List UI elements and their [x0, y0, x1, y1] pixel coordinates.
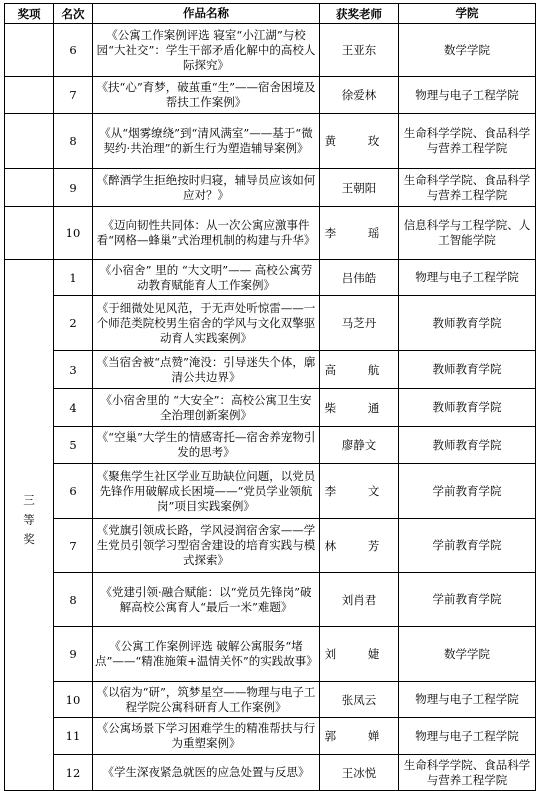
college-cell: 教师教育学院	[399, 427, 536, 464]
teacher-cell: 高 航	[320, 351, 399, 389]
teacher-cell: 林 芳	[320, 519, 399, 573]
teacher-cell: 柴 通	[320, 389, 399, 427]
title-cell: 《聚焦学生社区学业互助缺位问题，以党员先锋作用破解成长困境——“党员学业领航岗”项目实践案例》	[93, 464, 320, 519]
header-teacher: 获奖老师	[320, 4, 399, 24]
num-cell: 9	[54, 169, 93, 207]
title-cell: 《“空巢”大学生的情感寄托—宿舍养宠物引发的思考》	[93, 427, 320, 464]
college-cell: 教师教育学院	[399, 389, 536, 427]
teacher-cell: 张凤云	[320, 682, 399, 718]
table-row	[5, 519, 536, 573]
title-cell: 《醉酒学生拒绝按时归寝，辅导员应该如何应对？》	[93, 169, 320, 207]
teacher-cell: 郭 婵	[320, 718, 399, 755]
rank-cell	[5, 169, 54, 207]
rank-cell	[5, 77, 54, 114]
title-cell: 《公寓工作案例评选 破解公寓服务“堵点”——“精准施策+温情关怀”的实践故事》	[93, 627, 320, 682]
teacher-cell: 廖静文	[320, 427, 399, 464]
num-cell: 8	[54, 114, 93, 169]
teacher-cell: 黄 玫	[320, 114, 399, 169]
college-cell: 学前教育学院	[399, 464, 536, 519]
title-cell: 《迈向韧性共同体：从一次公寓应激事件看“网格—蜂巢”式治理机制的构建与升华》	[93, 207, 320, 260]
table-row	[5, 627, 536, 682]
table-row	[5, 296, 536, 351]
num-cell: 3	[54, 351, 93, 389]
college-cell: 学前教育学院	[399, 573, 536, 627]
teacher-cell: 李 文	[320, 464, 399, 519]
num-cell: 2	[54, 296, 93, 351]
college-cell: 物理与电子工程学院	[399, 260, 536, 296]
title-cell: 《小宿舍里的 “大安全”：高校公寓卫生安全治理创新案例》	[93, 389, 320, 427]
num-cell: 5	[54, 427, 93, 464]
title-cell: 《扶“心”育梦，破茧重“生”——宿舍困境及帮扶工作案例》	[93, 77, 320, 114]
title-cell: 《公寓场景下学习困难学生的精准帮扶与行为重塑案例》	[93, 718, 320, 755]
table-row	[5, 77, 536, 114]
teacher-cell: 马芝丹	[320, 296, 399, 351]
num-cell: 6	[54, 464, 93, 519]
title-cell: 《党旗引领成长路，学风浸润宿舍家——学生党员引领学习型宿舍建设的培育实践与模式探索》	[93, 519, 320, 573]
header-rank: 奖项	[5, 4, 54, 24]
num-cell: 7	[54, 77, 93, 114]
table-row	[5, 718, 536, 755]
table-row	[5, 573, 536, 627]
num-cell: 7	[54, 519, 93, 573]
header-college: 学院	[399, 4, 536, 24]
table-row	[5, 207, 536, 260]
teacher-cell: 刘 婕	[320, 627, 399, 682]
title-cell: 《党建引领·融合赋能：以“党员先锋岗”破解高校公寓育人“最后一米”难题》	[93, 573, 320, 627]
header-num: 名次	[54, 4, 93, 24]
num-cell: 10	[54, 682, 93, 718]
header-row	[5, 4, 536, 24]
college-cell: 教师教育学院	[399, 296, 536, 351]
table-row	[5, 260, 536, 296]
college-cell: 生命科学学院、食品科学与营养工程学院	[399, 169, 536, 207]
college-cell: 数学学院	[399, 24, 536, 77]
college-cell: 数学学院	[399, 627, 536, 682]
college-cell: 生命科学学院、食品科学与营养工程学院	[399, 114, 536, 169]
awards-table	[4, 3, 536, 791]
rank-cell	[5, 207, 54, 260]
teacher-cell: 王朝阳	[320, 169, 399, 207]
title-cell: 《当宿舍被“点赞”淹没：引导迷失个体，廓清公共边界》	[93, 351, 320, 389]
third-prize-label: 三等奖	[22, 494, 36, 553]
teacher-cell: 吕伟皓	[320, 260, 399, 296]
college-cell: 学前教育学院	[399, 519, 536, 573]
num-cell: 10	[54, 207, 93, 260]
college-cell: 生命科学学院、食品科学与营养工程学院	[399, 755, 536, 791]
num-cell: 9	[54, 627, 93, 682]
title-cell: 《公寓工作案例评选 寝室“小江湖”与校园“大社交”：学生干部矛盾化解中的高校人际探究》	[93, 24, 320, 77]
teacher-cell: 王亚东	[320, 24, 399, 77]
college-cell: 物理与电子工程学院	[399, 718, 536, 755]
header-title: 作品名称	[93, 4, 320, 24]
table-row	[5, 755, 536, 791]
rank-cell-third-prize	[5, 260, 54, 791]
college-cell: 信息科学与工程学院、人工智能学院	[399, 207, 536, 260]
table-row	[5, 464, 536, 519]
teacher-cell: 刘肖君	[320, 573, 399, 627]
table-row	[5, 427, 536, 464]
teacher-cell: 徐爱林	[320, 77, 399, 114]
table-row	[5, 389, 536, 427]
rank-cell	[5, 114, 54, 169]
title-cell: 《小宿舍” 里的 “大文明”—— 高校公寓劳动教育赋能育人工作案例》	[93, 260, 320, 296]
title-cell: 《从“烟雾缭绕”到“清风满室”——基于“微契约·共治理”的新生行为塑造辅导案例》	[93, 114, 320, 169]
num-cell: 11	[54, 718, 93, 755]
college-cell: 物理与电子工程学院	[399, 77, 536, 114]
college-cell: 教师教育学院	[399, 351, 536, 389]
table-row	[5, 682, 536, 718]
num-cell: 1	[54, 260, 93, 296]
teacher-cell: 王冰悦	[320, 755, 399, 791]
teacher-cell: 李 瑶	[320, 207, 399, 260]
table-row	[5, 351, 536, 389]
college-cell: 物理与电子工程学院	[399, 682, 536, 718]
title-cell: 《以宿为“研”，筑梦星空——物理与电子工程学院公寓科研育人工作案例》	[93, 682, 320, 718]
title-cell: 《学生深夜紧急就医的应急处置与反思》	[93, 755, 320, 791]
table-row	[5, 24, 536, 77]
rank-cell	[5, 24, 54, 77]
num-cell: 6	[54, 24, 93, 77]
table-row	[5, 169, 536, 207]
num-cell: 12	[54, 755, 93, 791]
num-cell: 4	[54, 389, 93, 427]
table-row	[5, 114, 536, 169]
title-cell: 《于细微处见风范，于无声处听惊雷——一个师范类院校男生宿舍的学风与文化双擎驱动育人实践案例》	[93, 296, 320, 351]
num-cell: 8	[54, 573, 93, 627]
